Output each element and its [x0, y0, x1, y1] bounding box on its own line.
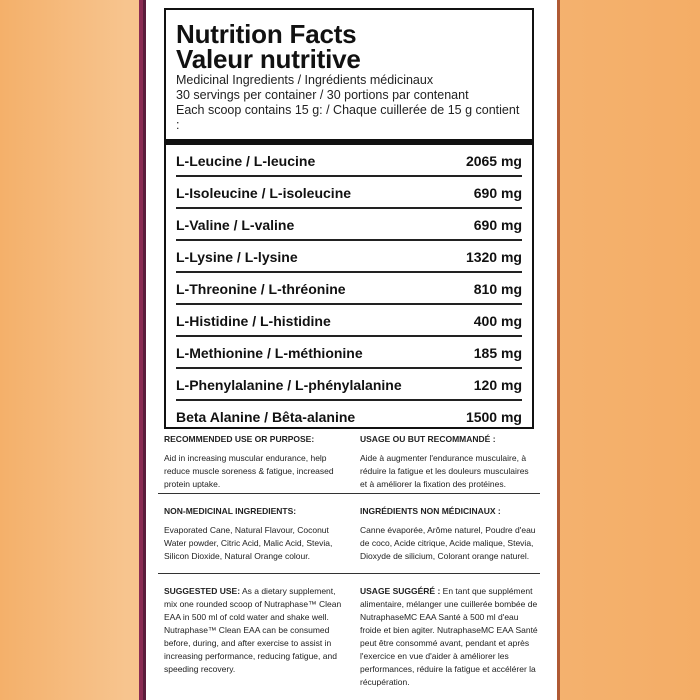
- servings-line: 30 servings per container / 30 portions par contenant: [176, 88, 469, 102]
- suggested-use-english: [164, 585, 342, 689]
- suggested-use-section: [164, 585, 538, 689]
- nutrition-facts-box: [164, 8, 534, 429]
- non-medicinal-french: [360, 505, 538, 563]
- section-divider: [158, 493, 540, 494]
- ingredient-name: L-Lysine / L-lysine: [176, 248, 298, 265]
- ingredient-row: [176, 274, 522, 305]
- section-text: Canne évaporée, Arôme naturel, Poudre d'eau de coco, Acide citrique, Acide malique, Stevia, Dioxyde de silicium, Colorant orange naturel.: [360, 525, 536, 561]
- ingredient-amount: 1500 mg: [465, 408, 522, 425]
- non-medicinal-english: [164, 505, 342, 563]
- recommended-use-section: [164, 433, 538, 491]
- ingredient-row: [176, 210, 522, 241]
- ingredient-name: L-Valine / L-valine: [176, 216, 295, 233]
- ingredient-row: [176, 178, 522, 209]
- ingredient-amount: 400 mg: [473, 312, 522, 329]
- ingredient-row: [176, 338, 522, 369]
- ingredient-amount: 2065 mg: [465, 152, 522, 169]
- label-panel: [143, 0, 560, 700]
- section-text: As a dietary supplement, mix one rounded scoop of Nutraphase™ Clean EAA in 500 ml of cold water and shake well. Nutraphase™ Clean EAA can be consumed before, during, and after exercise to assist in increasing performance, reducing fatigue, and speeding recovery.: [164, 586, 342, 674]
- ingredient-amount: 1320 mg: [465, 248, 522, 265]
- ingredient-amount: 690 mg: [473, 184, 522, 201]
- non-medicinal-section: [164, 505, 538, 563]
- ingredient-name: L-Threonine / L-thréonine: [176, 280, 346, 297]
- section-text: Aide à augmenter l'endurance musculaire, à réduire la fatigue et les douleurs musculaires et à améliorer la fixation des protéines.: [360, 453, 529, 489]
- ingredient-amount: 690 mg: [473, 216, 522, 233]
- scoop-line: Each scoop contains 15 g: / Chaque cuillerée de 15 g contient :: [176, 103, 520, 132]
- ingredient-row: [176, 370, 522, 401]
- ingredient-name: L-Phenylalanine / L-phénylalanine: [176, 376, 402, 393]
- ingredient-amount: 185 mg: [473, 344, 522, 361]
- suggested-use-french: [360, 585, 538, 689]
- ingredient-row: [176, 242, 522, 273]
- medicinal-ingredients-line: Medicinal Ingredients / Ingrédients médicinaux: [176, 73, 434, 87]
- ingredient-name: L-Histidine / L-histidine: [176, 312, 331, 329]
- section-heading: NON-MEDICINAL INGREDIENTS:: [164, 506, 297, 516]
- section-heading: SUGGESTED USE:: [164, 586, 241, 596]
- ingredient-amount: 120 mg: [473, 376, 522, 393]
- section-heading: USAGE SUGGÉRÉ :: [360, 586, 441, 596]
- section-text: Evaporated Cane, Natural Flavour, Coconut Water powder, Citric Acid, Malic Acid, Stevia, Silicon Dioxide, Natural Orange colour.: [164, 525, 333, 561]
- title-french: Valeur nutritive: [176, 44, 361, 74]
- ingredient-name: L-Isoleucine / L-isoleucine: [176, 184, 352, 201]
- ingredient-row: [176, 402, 522, 431]
- recommended-use-english: [164, 433, 342, 491]
- recommended-use-french: [360, 433, 538, 491]
- section-text: Aid in increasing muscular endurance, help reduce muscle soreness & fatigue, increased protein uptake.: [164, 453, 334, 489]
- section-heading: RECOMMENDED USE OR PURPOSE:: [164, 434, 315, 444]
- section-heading: USAGE OU BUT RECOMMANDÉ :: [360, 434, 496, 444]
- section-text: En tant que supplément alimentaire, mélanger une cuillerée bombée de NutraphaseMC EAA Santé à 500 ml d'eau froide et bien agiter. NutraphaseMC EAA Santé peut être consommé avant, pendant et après l'exercice en vue d'aider à améliorer les performances, réduire la fatigue et accélérer la récupération.: [360, 586, 538, 687]
- ingredient-name: L-Leucine / L-leucine: [176, 152, 316, 169]
- section-heading: INGRÉDIENTS NON MÉDICINAUX :: [360, 506, 501, 516]
- thick-divider: [166, 139, 532, 145]
- ingredient-row: [176, 306, 522, 337]
- ingredient-list: [176, 146, 522, 431]
- ingredient-name: Beta Alanine / Bêta-alanine: [176, 408, 356, 425]
- title-english: Nutrition Facts: [176, 19, 357, 49]
- ingredient-name: L-Methionine / L-méthionine: [176, 344, 363, 361]
- ingredient-amount: 810 mg: [473, 280, 522, 297]
- section-divider: [158, 573, 540, 574]
- ingredient-row: [176, 146, 522, 177]
